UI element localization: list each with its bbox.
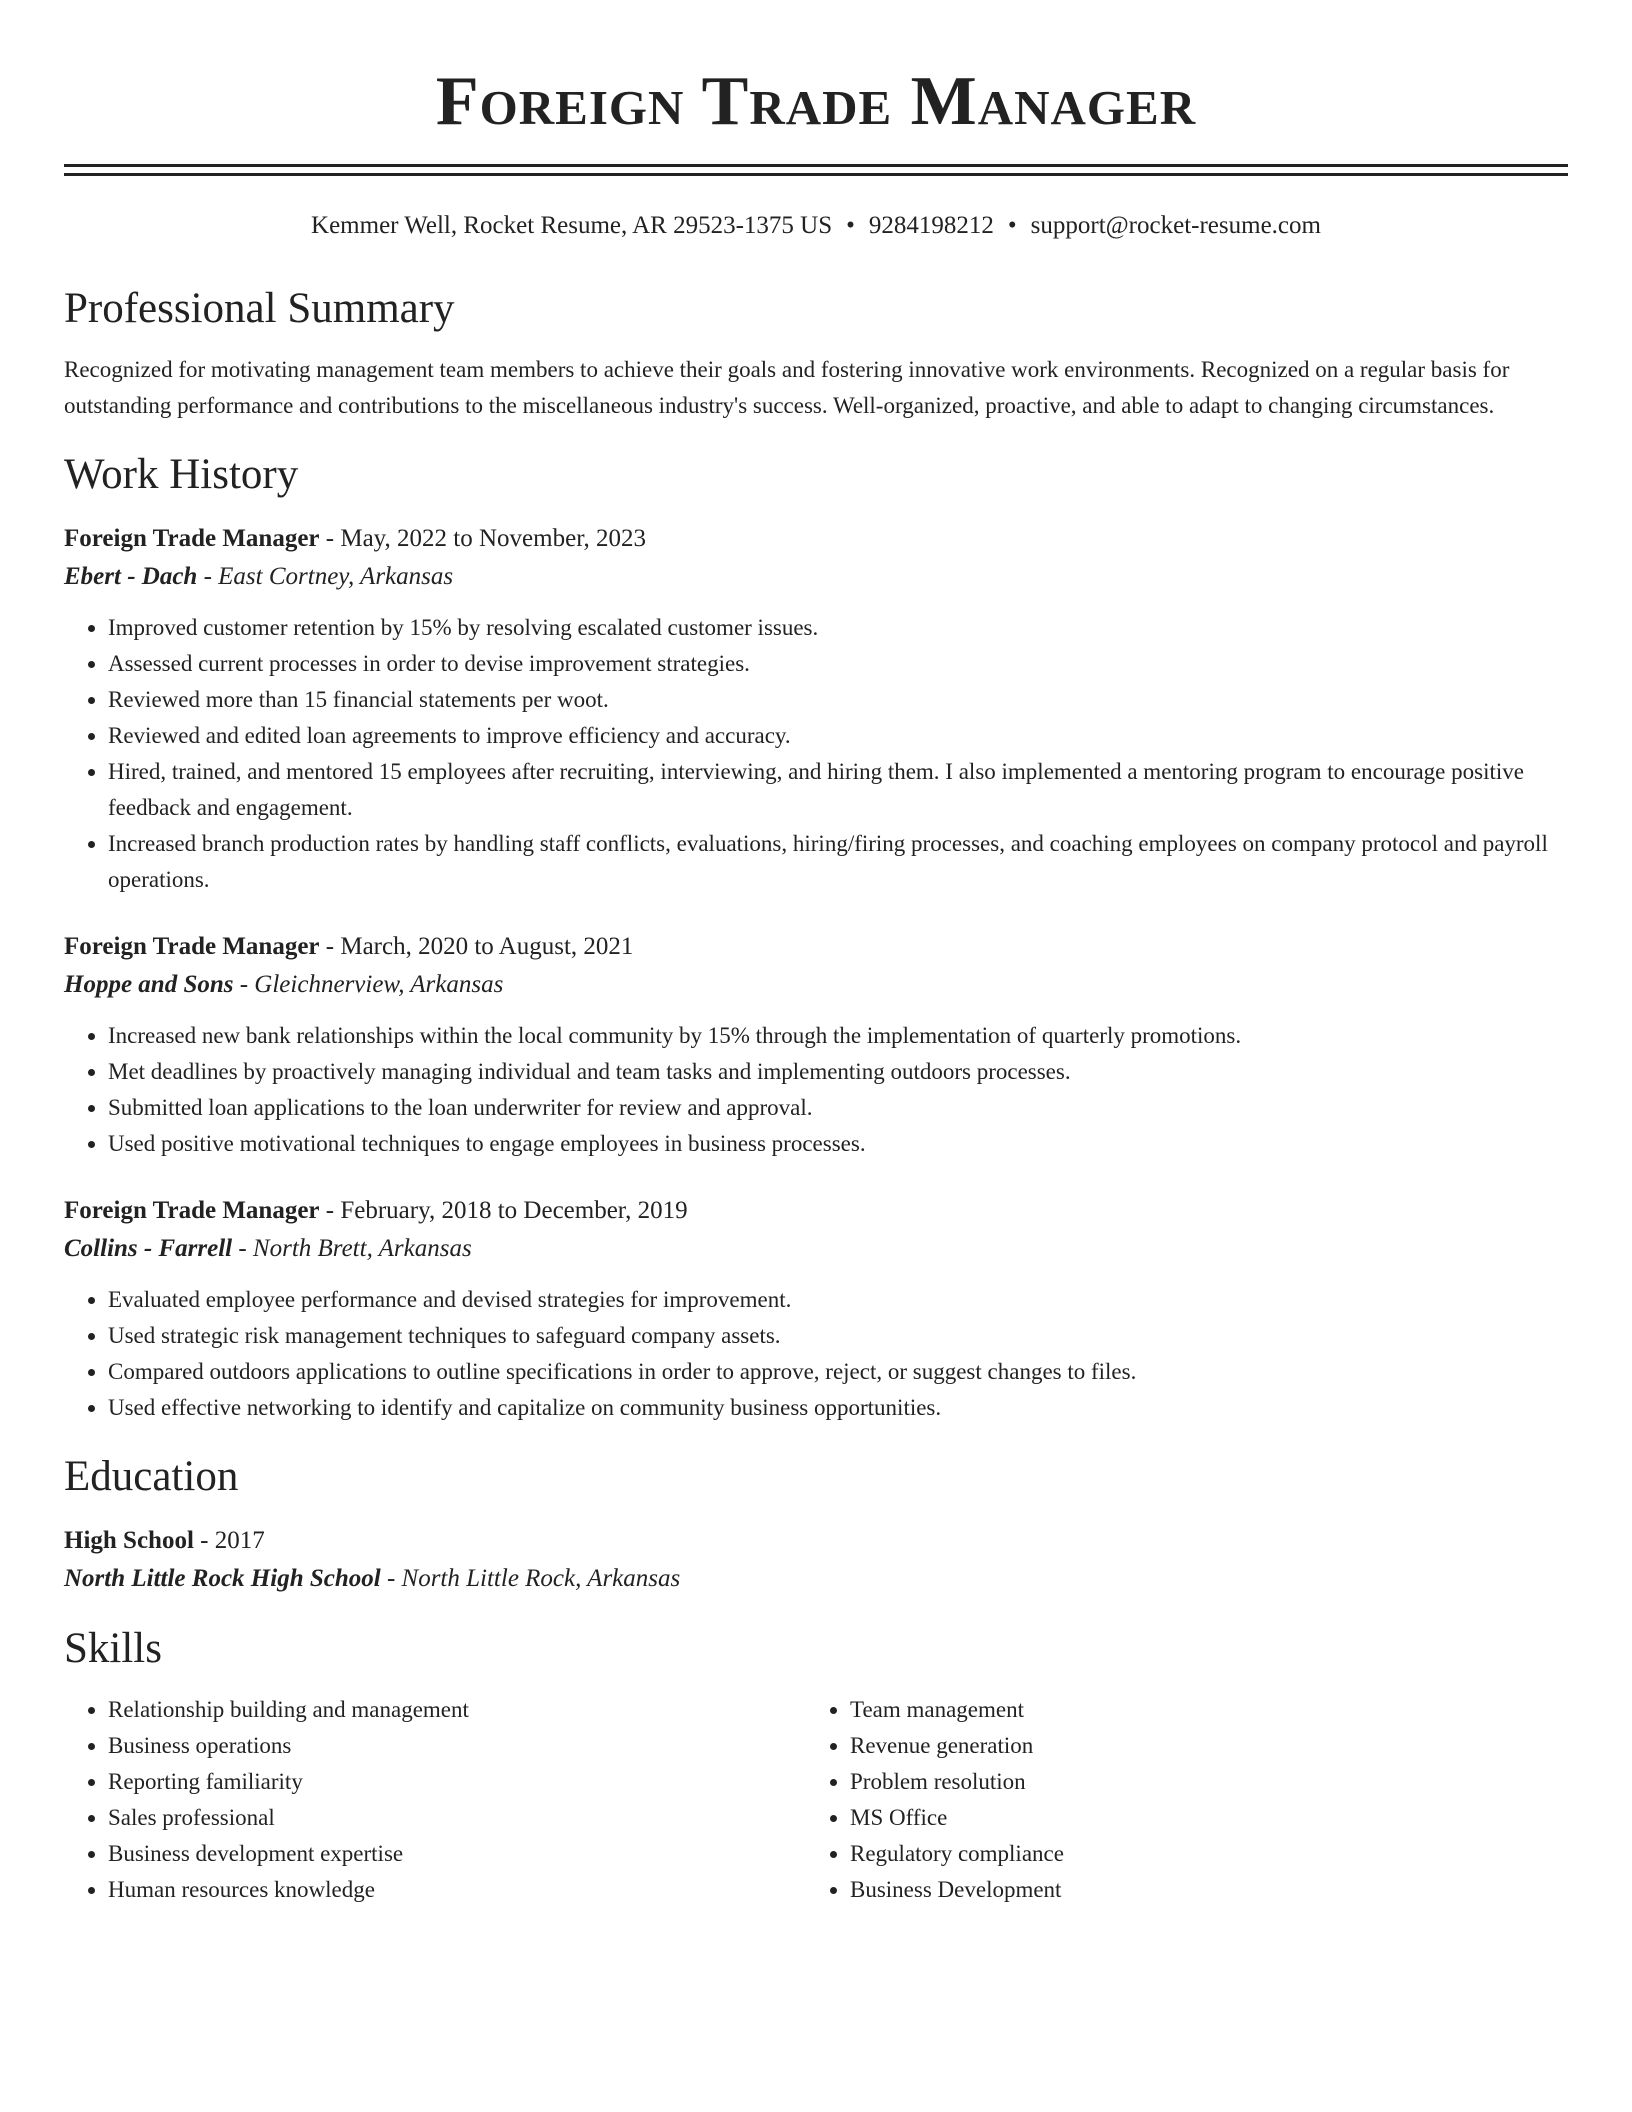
list-item: • Hired, trained, and mentored 15 employees after recruiting, interviewing, and hiring them. I also implemented a mentoring program to encourage positive feedback and engagement. [108,754,1568,826]
list-item: • Reviewed and edited loan agreements to improve efficiency and accuracy. [108,718,1568,754]
job-entry [64,928,1568,1162]
list-item: • Sales professional [108,1800,806,1836]
job-employer [64,966,1568,1004]
list-item: • Improved customer retention by 15% by resolving escalated customer issues. [108,610,1568,646]
list-item: • Business operations [108,1728,806,1764]
job-role: Foreign Trade Manager [64,1197,320,1224]
job-company: Hoppe and Sons [64,971,234,998]
list-item: • Evaluated employee performance and devised strategies for improvement. [108,1282,1568,1318]
job-header [64,928,1568,966]
contact-address: Kemmer Well, Rocket Resume, AR 29523-1375 US [311,212,833,239]
work-history-heading: Work History [64,451,299,498]
list-item: • Used effective networking to identify and capitalize on community business opportunities. [108,1390,1568,1426]
education-school: North Little Rock High School [64,1565,381,1592]
job-dates: - May, 2022 to November, 2023 [319,525,647,552]
job-company: Ebert - Dach [64,563,198,590]
list-item: • Revenue generation [850,1728,1548,1764]
list-item: • Relationship building and management [108,1692,806,1728]
job-duties [64,1018,1568,1162]
job-entry [64,520,1568,898]
list-item: • Submitted loan applications to the loan underwriter for review and approval. [108,1090,1568,1126]
job-role: Foreign Trade Manager [64,933,320,960]
list-item: • MS Office [850,1800,1548,1836]
education-year: - 2017 [193,1527,265,1554]
skills-list [64,1692,1568,1908]
summary-text: Recognized for motivating management team members to achieve their goals and fostering innovative work environments. Recognized on a regular basis for outstanding performance and contributions to the miscellaneous industry's success. Well-organized, proactive, and able to adapt to changing circumstances. [64,357,1510,418]
title-divider-bottom [64,173,1568,176]
skills-column-left [64,1692,806,1908]
education-header [64,1522,1568,1560]
job-location: - North Brett, Arkansas [232,1235,472,1262]
education-school-line [64,1560,1568,1598]
job-employer [64,1230,1568,1268]
list-item: • Used positive motivational techniques to engage employees in business processes. [108,1126,1568,1162]
job-duties [64,1282,1568,1426]
job-location: - East Cortney, Arkansas [197,563,454,590]
title-divider-top [64,164,1568,167]
list-item: • Used strategic risk management techniques to safeguard company assets. [108,1318,1568,1354]
contact-separator: • [1007,212,1017,239]
education-entry [64,1522,1568,1598]
education-heading: Education [64,1453,239,1500]
job-employer [64,558,1568,596]
list-item: • Regulatory compliance [850,1836,1548,1872]
list-item: • Increased new bank relationships within the local community by 15% through the implementation of quarterly promotions. [108,1018,1568,1054]
list-item: • Increased branch production rates by handling staff conflicts, evaluations, hiring/firing processes, and coaching employees on company protocol and payroll operations. [108,826,1568,898]
job-role: Foreign Trade Manager [64,525,320,552]
summary-heading: Professional Summary [64,285,455,332]
resume-title: Foreign Trade Manager [435,63,1197,140]
contact-separator: • [846,212,855,239]
skills-heading: Skills [64,1625,162,1672]
skills-column-right [806,1692,1548,1908]
job-duties [64,610,1568,898]
list-item: • Compared outdoors applications to outline specifications in order to approve, reject, or suggest changes to files. [108,1354,1568,1390]
job-company: Collins - Farrell [64,1235,233,1262]
contact-phone: 9284198212 [868,212,994,239]
job-dates: - March, 2020 to August, 2021 [319,933,634,960]
job-location: - Gleichnerview, Arkansas [233,971,504,998]
list-item: • Team management [850,1692,1548,1728]
contact-line [64,210,1568,242]
education-degree: High School [64,1527,194,1554]
education-location: - North Little Rock, Arkansas [380,1565,681,1592]
list-item: • Business Development [850,1872,1548,1908]
list-item: • Reviewed more than 15 financial statements per woot. [108,682,1568,718]
list-item: • Met deadlines by proactively managing individual and team tasks and implementing outdoors processes. [108,1054,1568,1090]
list-item: • Problem resolution [850,1764,1548,1800]
job-header [64,1192,1568,1230]
list-item: • Assessed current processes in order to devise improvement strategies. [108,646,1568,682]
list-item: • Business development expertise [108,1836,806,1872]
job-dates: - February, 2018 to December, 2019 [319,1197,688,1224]
list-item: • Reporting familiarity [108,1764,806,1800]
job-header [64,520,1568,558]
contact-email: support@rocket-resume.com [1030,212,1321,239]
list-item: • Human resources knowledge [108,1872,806,1908]
job-entry [64,1192,1568,1426]
